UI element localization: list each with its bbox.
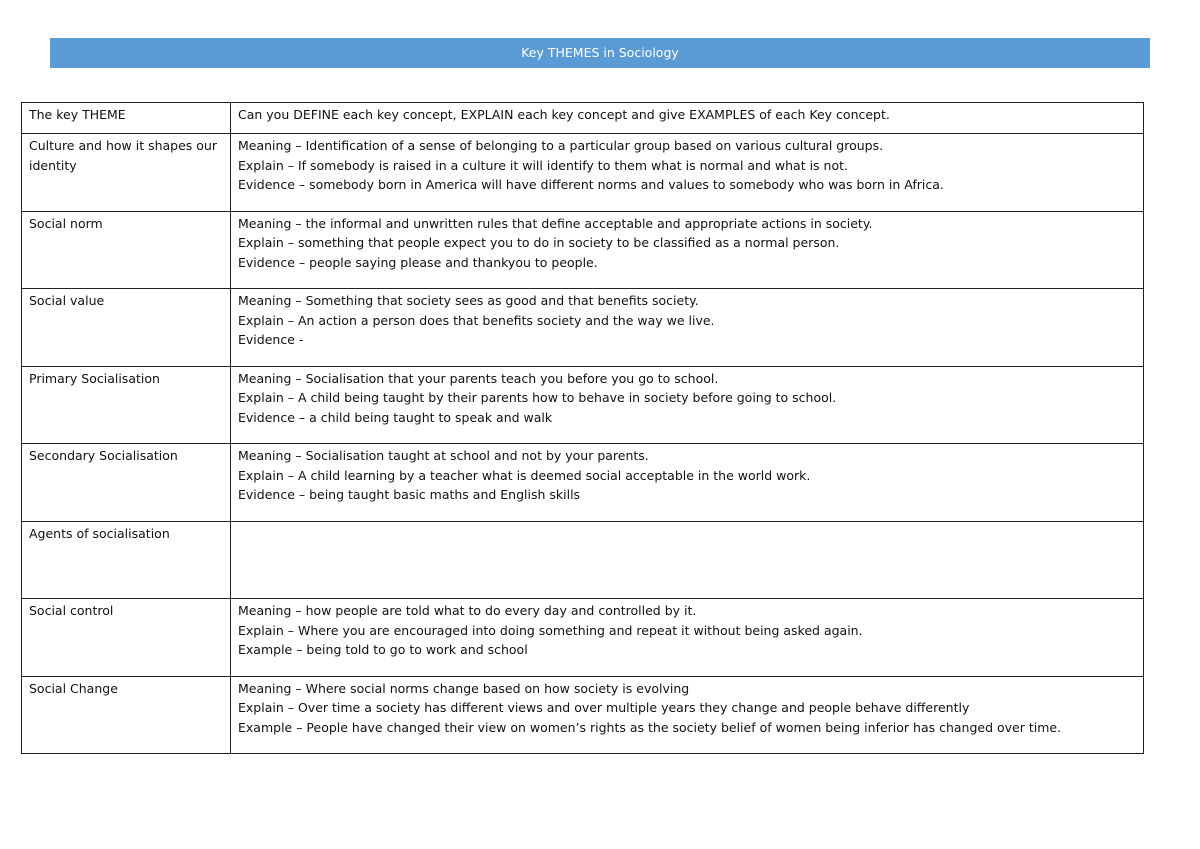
- key-themes-table: [21, 102, 1144, 754]
- explain-line: Explain – A child learning by a teacher what is deemed social acceptable in the world work.: [238, 467, 811, 483]
- evidence-line: Evidence -: [238, 332, 304, 347]
- page-title: Key THEMES in Sociology: [521, 45, 679, 60]
- theme-name: Agents of socialisation: [29, 525, 170, 541]
- theme-name: Primary Socialisation: [29, 370, 160, 386]
- header-cell-theme: The key THEME: [22, 103, 231, 134]
- table-row: [22, 366, 1144, 444]
- meaning-line: Meaning – Something that society sees as good and that benefits society.: [238, 293, 699, 308]
- example-line: Example – People have changed their view on women’s rights as the society belief of women being inferior has changed over time.: [238, 719, 1062, 735]
- page-title-banner: [50, 38, 1150, 68]
- example-line: Example – being told to go to work and school: [238, 642, 528, 657]
- explain-line: Explain – An action a person does that benefits society and the way we live.: [238, 312, 715, 328]
- theme-cell: [22, 599, 231, 677]
- theme-cell: [22, 676, 231, 754]
- table-row: [22, 444, 1144, 522]
- table-row: [22, 289, 1144, 367]
- theme-name: Social control: [29, 603, 114, 618]
- evidence-line: Evidence – people saying please and thankyou to people.: [238, 254, 598, 270]
- concept-cell: [231, 366, 1144, 444]
- evidence-line: Evidence – a child being taught to speak and walk: [238, 409, 553, 425]
- concept-cell: [231, 289, 1144, 367]
- theme-name: Culture and how it shapes our identity: [29, 138, 217, 173]
- explain-line: Explain – Over time a society has different views and over multiple years they change and people behave differently: [238, 700, 970, 715]
- table-row: [22, 211, 1144, 289]
- concept-cell: [231, 444, 1144, 522]
- concept-cell: [231, 211, 1144, 289]
- meaning-line: Meaning – Socialisation that your parents teach you before you go to school.: [238, 370, 719, 386]
- concept-cell: [231, 676, 1144, 754]
- table-row: [22, 599, 1144, 677]
- theme-cell: [22, 211, 231, 289]
- concept-cell: [231, 599, 1144, 677]
- theme-name: Social value: [29, 293, 105, 308]
- table-row: [22, 521, 1144, 599]
- header-cell-instructions: Can you DEFINE each key concept, EXPLAIN each key concept and give EXAMPLES of each Key concept.: [231, 103, 1144, 134]
- explain-line: Explain – something that people expect you to do in society to be classified as a normal person.: [238, 235, 840, 250]
- explain-line: Explain – If somebody is raised in a culture it will identify to them what is normal and what is not.: [238, 157, 848, 173]
- theme-name: Social norm: [29, 215, 103, 231]
- theme-cell: [22, 134, 231, 212]
- theme-cell: [22, 521, 231, 599]
- table-header-row: [22, 103, 1144, 134]
- concept-cell: [231, 134, 1144, 212]
- meaning-line: Meaning – Socialisation taught at school and not by your parents.: [238, 448, 649, 463]
- theme-cell: [22, 444, 231, 522]
- theme-name: Secondary Socialisation: [29, 448, 178, 463]
- explain-line: Explain – A child being taught by their parents how to behave in society before going to school.: [238, 390, 837, 405]
- table-row: [22, 134, 1144, 212]
- evidence-line: Evidence – being taught basic maths and English skills: [238, 487, 581, 502]
- table-row: [22, 676, 1144, 754]
- explain-line: Explain – Where you are encouraged into doing something and repeat it without being asked again.: [238, 622, 863, 638]
- meaning-line: Meaning – how people are told what to do every day and controlled by it.: [238, 603, 697, 618]
- meaning-line: Meaning – the informal and unwritten rules that define acceptable and appropriate actions in society.: [238, 215, 873, 231]
- meaning-line: Meaning – Where social norms change based on how society is evolving: [238, 680, 690, 696]
- theme-name: Social Change: [29, 680, 118, 696]
- meaning-line: Meaning – Identification of a sense of belonging to a particular group based on various cultural groups.: [238, 138, 884, 153]
- theme-cell: [22, 366, 231, 444]
- evidence-line: Evidence – somebody born in America will have different norms and values to somebody who was born in Africa.: [238, 177, 944, 192]
- theme-cell: [22, 289, 231, 367]
- concept-cell-empty: [231, 521, 1144, 599]
